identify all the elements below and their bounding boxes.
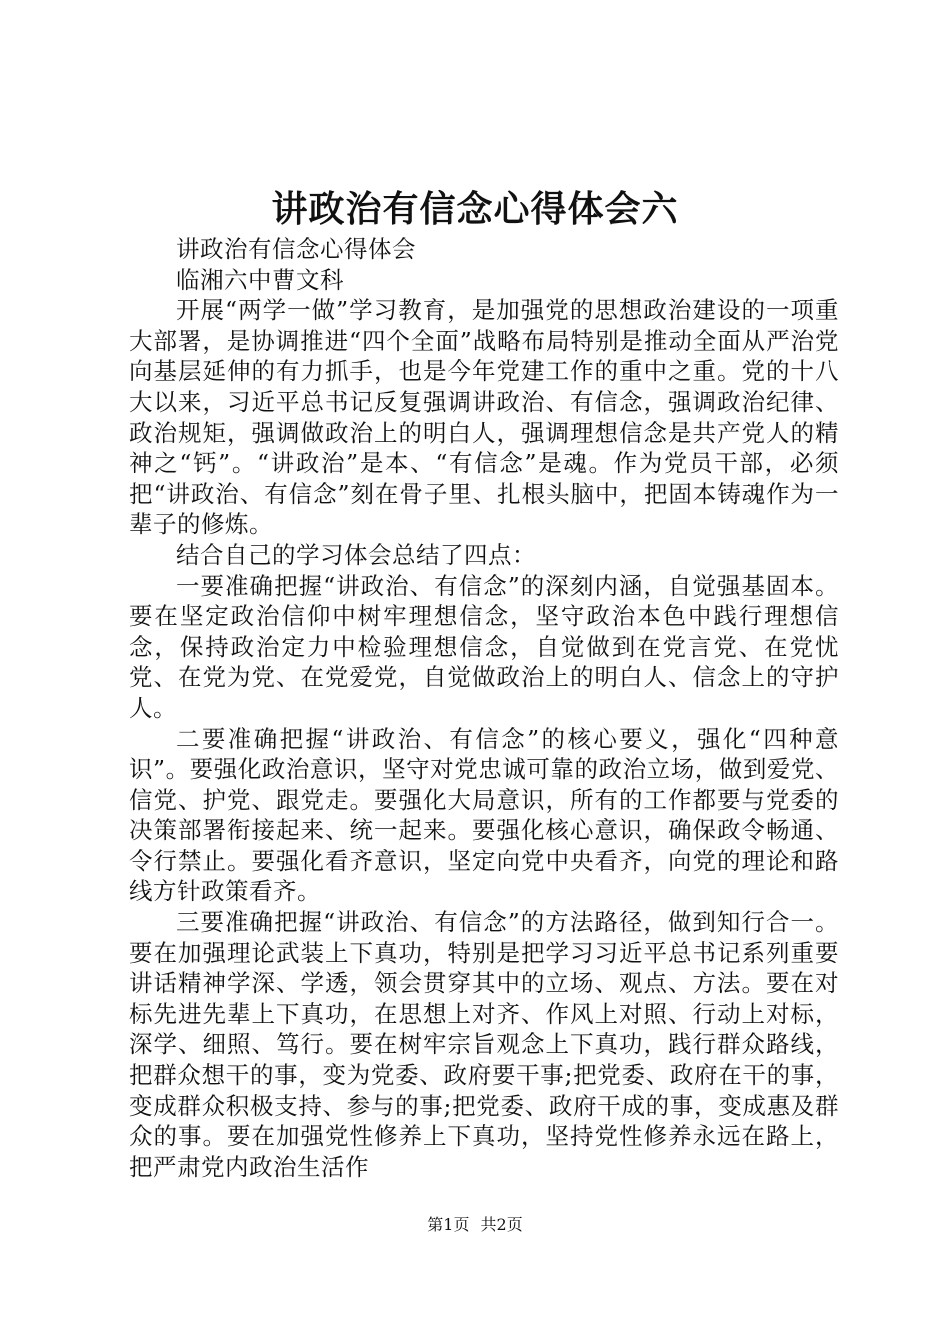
body-paragraph: 结合自己的学习体会总结了四点： (176, 540, 536, 569)
document-body (129, 234, 839, 1182)
body-paragraph: 二要准确把握“讲政治、有信念”的核心要义，强化“四种意识”。要强化政治意识，坚守对党忠诚可靠的政治立场，做到爱党、信党、护党、跟党走。要强化大局意识，所有的工作都要与党委的决策部署衔接起来、统一起来。要强化核心意识，确保政令畅通、令行禁止。要强化看齐意识，坚定向党中央看齐，向党的理论和路线方针政策看齐。 (129, 724, 839, 906)
page-footer (0, 1214, 950, 1236)
page-total: 共2页 (480, 1215, 523, 1234)
body-paragraph: 三要准确把握“讲政治、有信念”的方法路径，做到知行合一。要在加强理论武装上下真功，特别是把学习习近平总书记系列重要讲话精神学深、学透，领会贯穿其中的立场、观点、方法。要在对标先进先辈上下真功，在思想上对齐、作风上对照、行动上对标，深学、细照、笃行。要在树牢宗旨观念上下真功，践行群众路线，把群众想干的事，变为党委、政府要干事;把党委、政府在干的事，变成群众积极支持、参与的事;把党委、政府干成的事，变成惠及群众的事。要在加强党性修养上下真功，坚持党性修养永远在路上，把严肃党内政治生活作 (129, 908, 839, 1181)
page-number: 第1页 (427, 1215, 470, 1234)
subtitle-paragraph: 讲政治有信念心得体会 (176, 235, 416, 263)
body-paragraph: 开展“两学一做”学习教育，是加强党的思想政治建设的一项重大部署，是协调推进“四个全面”战略布局特别是推动全面从严治党向基层延伸的有力抓手，也是今年党建工作的重中之重。党的十八大以来，习近平总书记反复强调讲政治、有信念，强调政治纪律、政治规矩，强调做政治上的明白人，强调理想信念是共产党人的精神之“钙”。“讲政治”是本、“有信念”是魂。作为党员干部，必须把“讲政治、有信念”刻在骨子里、扎根头脑中，把固本铸魂作为一辈子的修炼。 (129, 296, 839, 539)
body-paragraph: 一要准确把握“讲政治、有信念”的深刻内涵，自觉强基固本。要在坚定政治信仰中树牢理想信念，坚守政治本色中践行理想信念，保持政治定力中检验理想信念，自觉做到在党言党、在党忧党、在党为党、在党爱党，自觉做政治上的明白人、信念上的守护人。 (129, 571, 839, 722)
author-paragraph: 临湘六中曹文科 (176, 265, 344, 294)
document-title: 讲政治有信念心得体会六 (271, 188, 679, 230)
